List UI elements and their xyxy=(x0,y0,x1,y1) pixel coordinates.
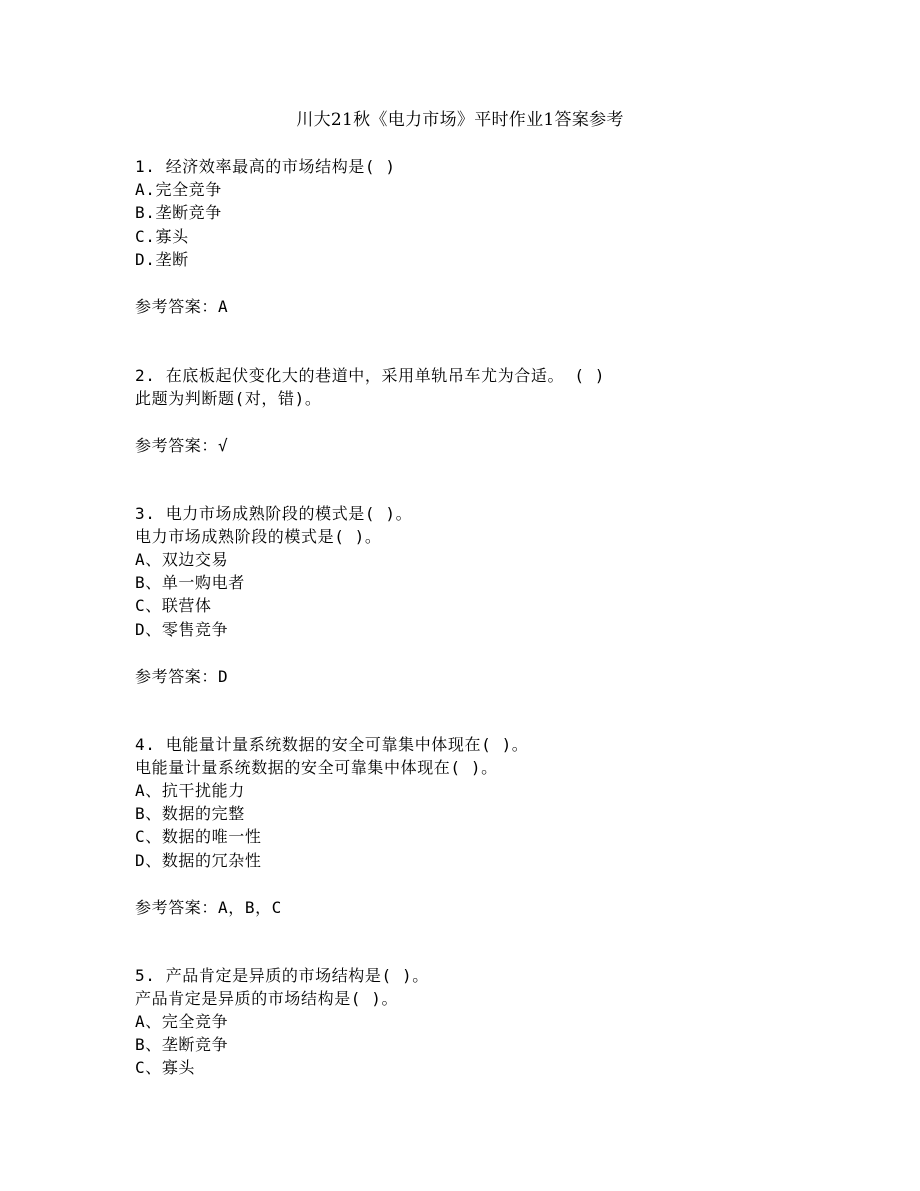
answer: 参考答案：√ xyxy=(135,436,229,455)
answer: 参考答案：D xyxy=(135,667,229,686)
option-c: C、数据的唯一性 xyxy=(135,827,262,846)
option-a: A.完全竞争 xyxy=(135,180,222,199)
option-d: D、零售竞争 xyxy=(135,620,229,639)
document-title: 川大21秋《电力市场》平时作业1答案参考 xyxy=(296,110,624,130)
option-c: C.寡头 xyxy=(135,227,189,246)
option-a: A、完全竞争 xyxy=(135,1012,229,1031)
option-b: B.垄断竞争 xyxy=(135,203,222,222)
question-prompt: 电力市场成熟阶段的模式是( )。 xyxy=(135,527,382,546)
option-c: C、联营体 xyxy=(135,596,212,615)
question-prompt: 产品肯定是异质的市场结构是( )。 xyxy=(135,989,399,1008)
option-c: C、寡头 xyxy=(135,1058,196,1077)
question-stem: 5. 产品肯定是异质的市场结构是( )。 xyxy=(135,966,429,985)
option-b: B、单一购电者 xyxy=(135,573,245,592)
question-prompt: 电能量计量系统数据的安全可靠集中体现在( )。 xyxy=(135,758,498,777)
option-b: B、数据的完整 xyxy=(135,804,245,823)
answer: 参考答案：A xyxy=(135,297,229,316)
option-a: A、双边交易 xyxy=(135,550,229,569)
question-prompt: 此题为判断题(对，错)。 xyxy=(135,389,322,408)
question-stem: 2. 在底板起伏变化大的巷道中，采用单轨吊车尤为合适。 ( ) xyxy=(135,366,606,385)
question-stem: 4. 电能量计量系统数据的安全可靠集中体现在( )。 xyxy=(135,735,529,754)
option-b: B、垄断竞争 xyxy=(135,1035,229,1054)
question-stem: 3. 电力市场成熟阶段的模式是( )。 xyxy=(135,504,413,523)
option-d: D.垄断 xyxy=(135,250,189,269)
question-stem: 1. 经济效率最高的市场结构是( ) xyxy=(135,157,396,176)
answer: 参考答案：A，B，C xyxy=(135,898,282,917)
option-d: D、数据的冗杂性 xyxy=(135,851,262,870)
option-a: A、抗干扰能力 xyxy=(135,781,245,800)
